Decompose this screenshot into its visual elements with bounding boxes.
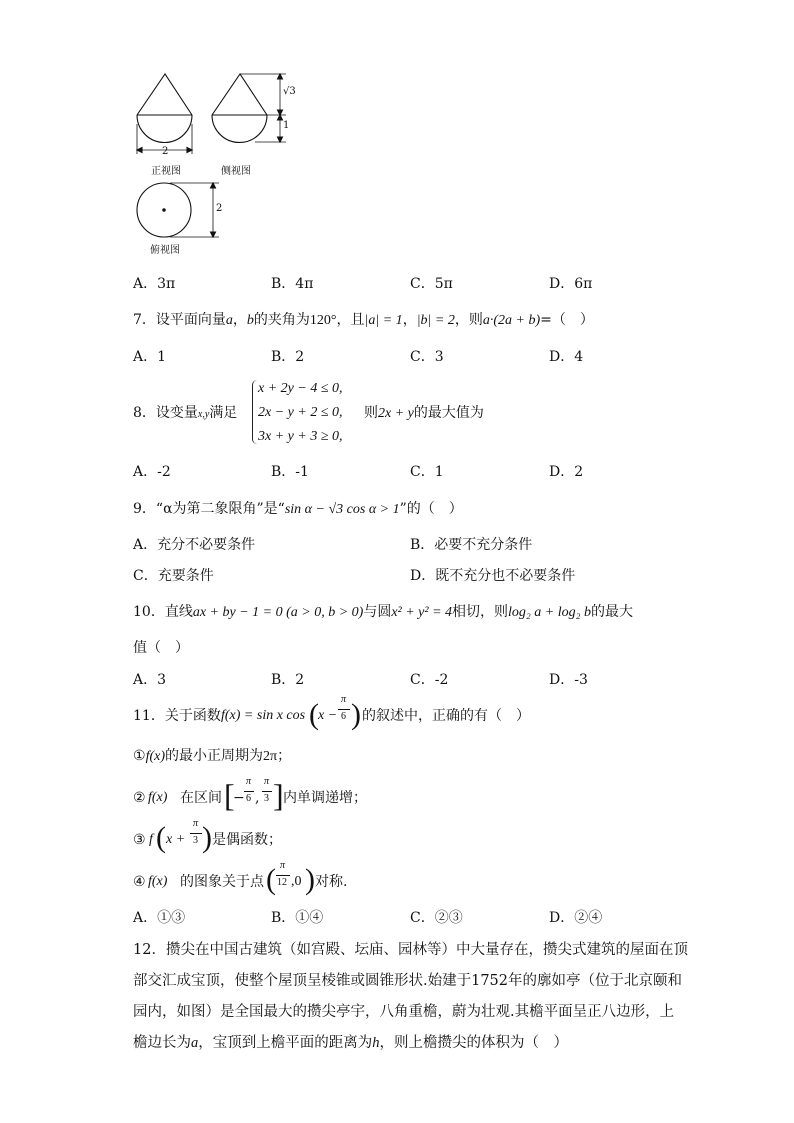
q8-option-a: A．-2: [133, 464, 171, 480]
q12-line4-end: ，则上檐攒尖的体积为（ ）: [379, 1035, 568, 1051]
q7-angle: 120°: [309, 313, 337, 328]
q11-s4-paren-right: ): [305, 863, 315, 896]
q10-stem-pre: 10．直线: [133, 604, 193, 620]
q7-abs-a: |a| = 1: [364, 313, 403, 328]
q8-option-b: B．-1: [271, 464, 309, 480]
q12-line-1: 12．攒尖在中国古建筑（如宫殿、坛庙、园林等）中大量存在，攒尖式建筑的屋面在顶: [133, 942, 688, 958]
top-view-label: 俯视图: [150, 245, 180, 256]
q11-s4-den: 12: [277, 877, 287, 888]
q10-stem-mid2: 相切，则: [452, 604, 509, 620]
q11-s4-func: f(x): [148, 874, 168, 889]
q11-func-arg-pre: x −: [318, 708, 338, 723]
side-view-drawing: [212, 74, 286, 142]
q9-expression: sin α − √3 cos α > 1: [284, 502, 400, 517]
q10-stem-line2: 值（ ）: [133, 640, 189, 656]
q8-stem-post-b: 的最大值为: [413, 405, 484, 421]
q6-option-c: C．5π: [410, 276, 453, 292]
q9-option-d: D．既不充分也不必要条件: [410, 568, 576, 584]
q8-stem-mid: 满足: [209, 405, 238, 421]
q11-s1-func: f(x): [145, 749, 165, 764]
question-7: [133, 310, 594, 331]
q7-option-d: D．4: [549, 349, 584, 365]
q11-s4-paren-left: (: [266, 863, 276, 896]
q11-option-d: D．②④: [549, 910, 603, 926]
q11-s4-bar: [276, 875, 290, 876]
q9-stem-pre: 9．“α为第二象限角”是“: [133, 501, 285, 517]
q7-stem-pre: 7．设平面向量: [133, 312, 226, 328]
q11-s2-right-bar: [262, 791, 272, 792]
q11-s1-end: ；: [277, 748, 292, 764]
q11-s1-val: 2π: [263, 749, 278, 764]
q7-expression: a·(2a + b): [482, 313, 541, 328]
q12-line-3: 园内，如图）是全国最大的攒尖亭宇，八角重檐，蔚为壮观.其檐平面呈正八边形，上: [133, 1004, 675, 1020]
q11-s2-right-num: π: [264, 776, 270, 787]
q10-option-b: B．2: [271, 672, 305, 688]
front-view-label: 正视图: [151, 166, 181, 177]
q11-func-fraction-bar: [338, 709, 350, 710]
q7-stem-end: =（ ）: [540, 312, 594, 328]
q10-option-c: C．-2: [410, 672, 449, 688]
q8-stem-pre: [133, 403, 237, 425]
q11-func-lhs: f(x) = sin x cos: [221, 708, 306, 723]
q11-s3-num: π: [193, 818, 199, 829]
side-dim-bottom-label: 1: [283, 120, 290, 131]
q10-line-eq: ax + by − 1 = 0 (a > 0, b > 0): [192, 605, 364, 620]
front-view-drawing: [137, 74, 192, 154]
q11-s2-left-den: 6: [246, 793, 251, 804]
q11-stem-end: 的叙述中，正确的有（ ）: [362, 708, 530, 724]
q11-s4-text: 的图象关于点: [180, 874, 264, 890]
q9-option-a: A．充分不必要条件: [133, 537, 256, 553]
q11-s1-mark: ①: [133, 748, 146, 764]
q11-s3-bar: [190, 833, 202, 834]
q11-s2-minus: −: [233, 790, 245, 806]
q11-s2-end: 内单调递增；: [283, 790, 367, 806]
q11-s2-text: 在区间: [180, 790, 222, 806]
q11-s3-paren-left: (: [156, 821, 166, 854]
top-view-drawing: [137, 183, 219, 237]
q10-expression: log₂ a + log₂ b: [508, 605, 592, 620]
q11-s2-comma: ,: [255, 790, 260, 806]
q7-vector-a: a: [225, 313, 233, 328]
q11-s3-mark: ③: [133, 832, 146, 848]
q7-option-a: A．1: [133, 349, 167, 365]
side-view-label: 侧视图: [221, 166, 251, 177]
q11-s3-end: 是偶函数；: [212, 832, 282, 848]
q11-s4-end: 对称.: [315, 874, 348, 890]
q11-s2-left-num: π: [246, 776, 252, 787]
q12-line-2: 部交汇成宝顶，使整个屋顶呈棱锥或圆锥形状.始建于1752年的廓如亭（位于北京颐和: [133, 973, 683, 989]
q11-func-den: 6: [341, 711, 346, 722]
q6-option-d: D．6π: [549, 276, 593, 292]
q11-s3-arg-pre: x +: [166, 832, 186, 847]
q7-vector-b: b: [246, 313, 254, 328]
q10-stem-end: 的最大: [591, 604, 634, 620]
q11-s2-mark: ②: [133, 790, 146, 806]
q12-line4-pre: 檐边长为: [133, 1035, 191, 1051]
q11-s3-den: 3: [193, 835, 198, 846]
q11-s3-func: f: [149, 832, 153, 847]
side-dim-top-label: √3: [283, 86, 296, 97]
q8-constraint-1: x + 2y − 4 ≤ 0,: [258, 381, 343, 396]
q12-line-4: [133, 1033, 568, 1053]
q8-target: 2x + y: [378, 406, 414, 421]
q11-s2-left-bar: [244, 791, 254, 792]
q8-option-d: D．2: [549, 464, 584, 480]
q8-stem-post: [364, 403, 484, 424]
q6-option-b: B．4π: [271, 276, 314, 292]
q7-option-b: B．2: [271, 349, 305, 365]
q10-circle-eq: x² + y² = 4: [391, 605, 453, 620]
q8-brace: [252, 380, 257, 444]
q11-s2-bracket-left: [: [224, 777, 235, 813]
q9-stem-end: ”的（ ）: [399, 501, 463, 517]
q11-s1-text: 的最小正周期为: [165, 748, 263, 764]
q8-constraint-3: 3x + y + 3 ≥ 0,: [258, 429, 343, 444]
q9-option-b: B．必要不充分条件: [410, 537, 533, 553]
q7-comma: ，: [232, 312, 247, 328]
q11-s4-num: π: [280, 860, 286, 871]
q8-stem-post-a: 则: [364, 405, 378, 421]
q11-stem-pre: 11．关于函数: [133, 708, 221, 724]
q11-option-a: A．①③: [133, 910, 186, 926]
q12-var-h: h: [372, 1035, 380, 1051]
q10-option-a: A．3: [133, 672, 167, 688]
q11-s2-bracket-right: ]: [273, 777, 284, 813]
q11-option-c: C．②③: [410, 910, 463, 926]
q7-comma-2: ，: [402, 312, 417, 328]
q11-s2-func: f(x): [148, 790, 168, 805]
q10-stem-mid: 与圆: [363, 604, 392, 620]
front-dim-label: 2: [162, 146, 169, 157]
q11-option-b: B．①④: [271, 910, 324, 926]
question-10: [133, 602, 633, 623]
q7-stem-mid3: ，则: [454, 312, 483, 328]
top-dim-label: 2: [216, 203, 223, 214]
q8-constraint-2: 2x − y + 2 ≤ 0,: [258, 405, 343, 420]
q12-var-a: a: [191, 1035, 199, 1051]
q11-s3-paren-right: ): [202, 821, 212, 854]
q8-stem-pre-text: 8．设变量: [133, 405, 198, 421]
q12-line4-mid: ，宝顶到上檐平面的距离为: [198, 1035, 373, 1051]
q7-stem-mid1: 的夹角为: [253, 312, 310, 328]
q11-statement-1: [133, 746, 291, 767]
q11-paren-right: ): [351, 698, 361, 731]
q9-option-c: C．充要条件: [133, 568, 214, 584]
q11-func-num: π: [341, 694, 347, 705]
q7-stem-mid2: ，且: [336, 312, 365, 328]
q8-option-c: C．1: [410, 464, 444, 480]
q11-paren-left: (: [309, 698, 319, 731]
q10-option-d: D．-3: [549, 672, 588, 688]
q8-vars: x,y: [197, 409, 210, 420]
q11-s4-mark: ④: [133, 874, 146, 890]
q6-option-a: A．3π: [133, 276, 176, 292]
q11-s2-right-den: 3: [264, 793, 269, 804]
question-9: [133, 499, 463, 520]
q11-s4-tail: ,0: [291, 874, 302, 889]
q7-option-c: C．3: [410, 349, 444, 365]
q7-abs-b: |b| = 2: [416, 313, 455, 328]
